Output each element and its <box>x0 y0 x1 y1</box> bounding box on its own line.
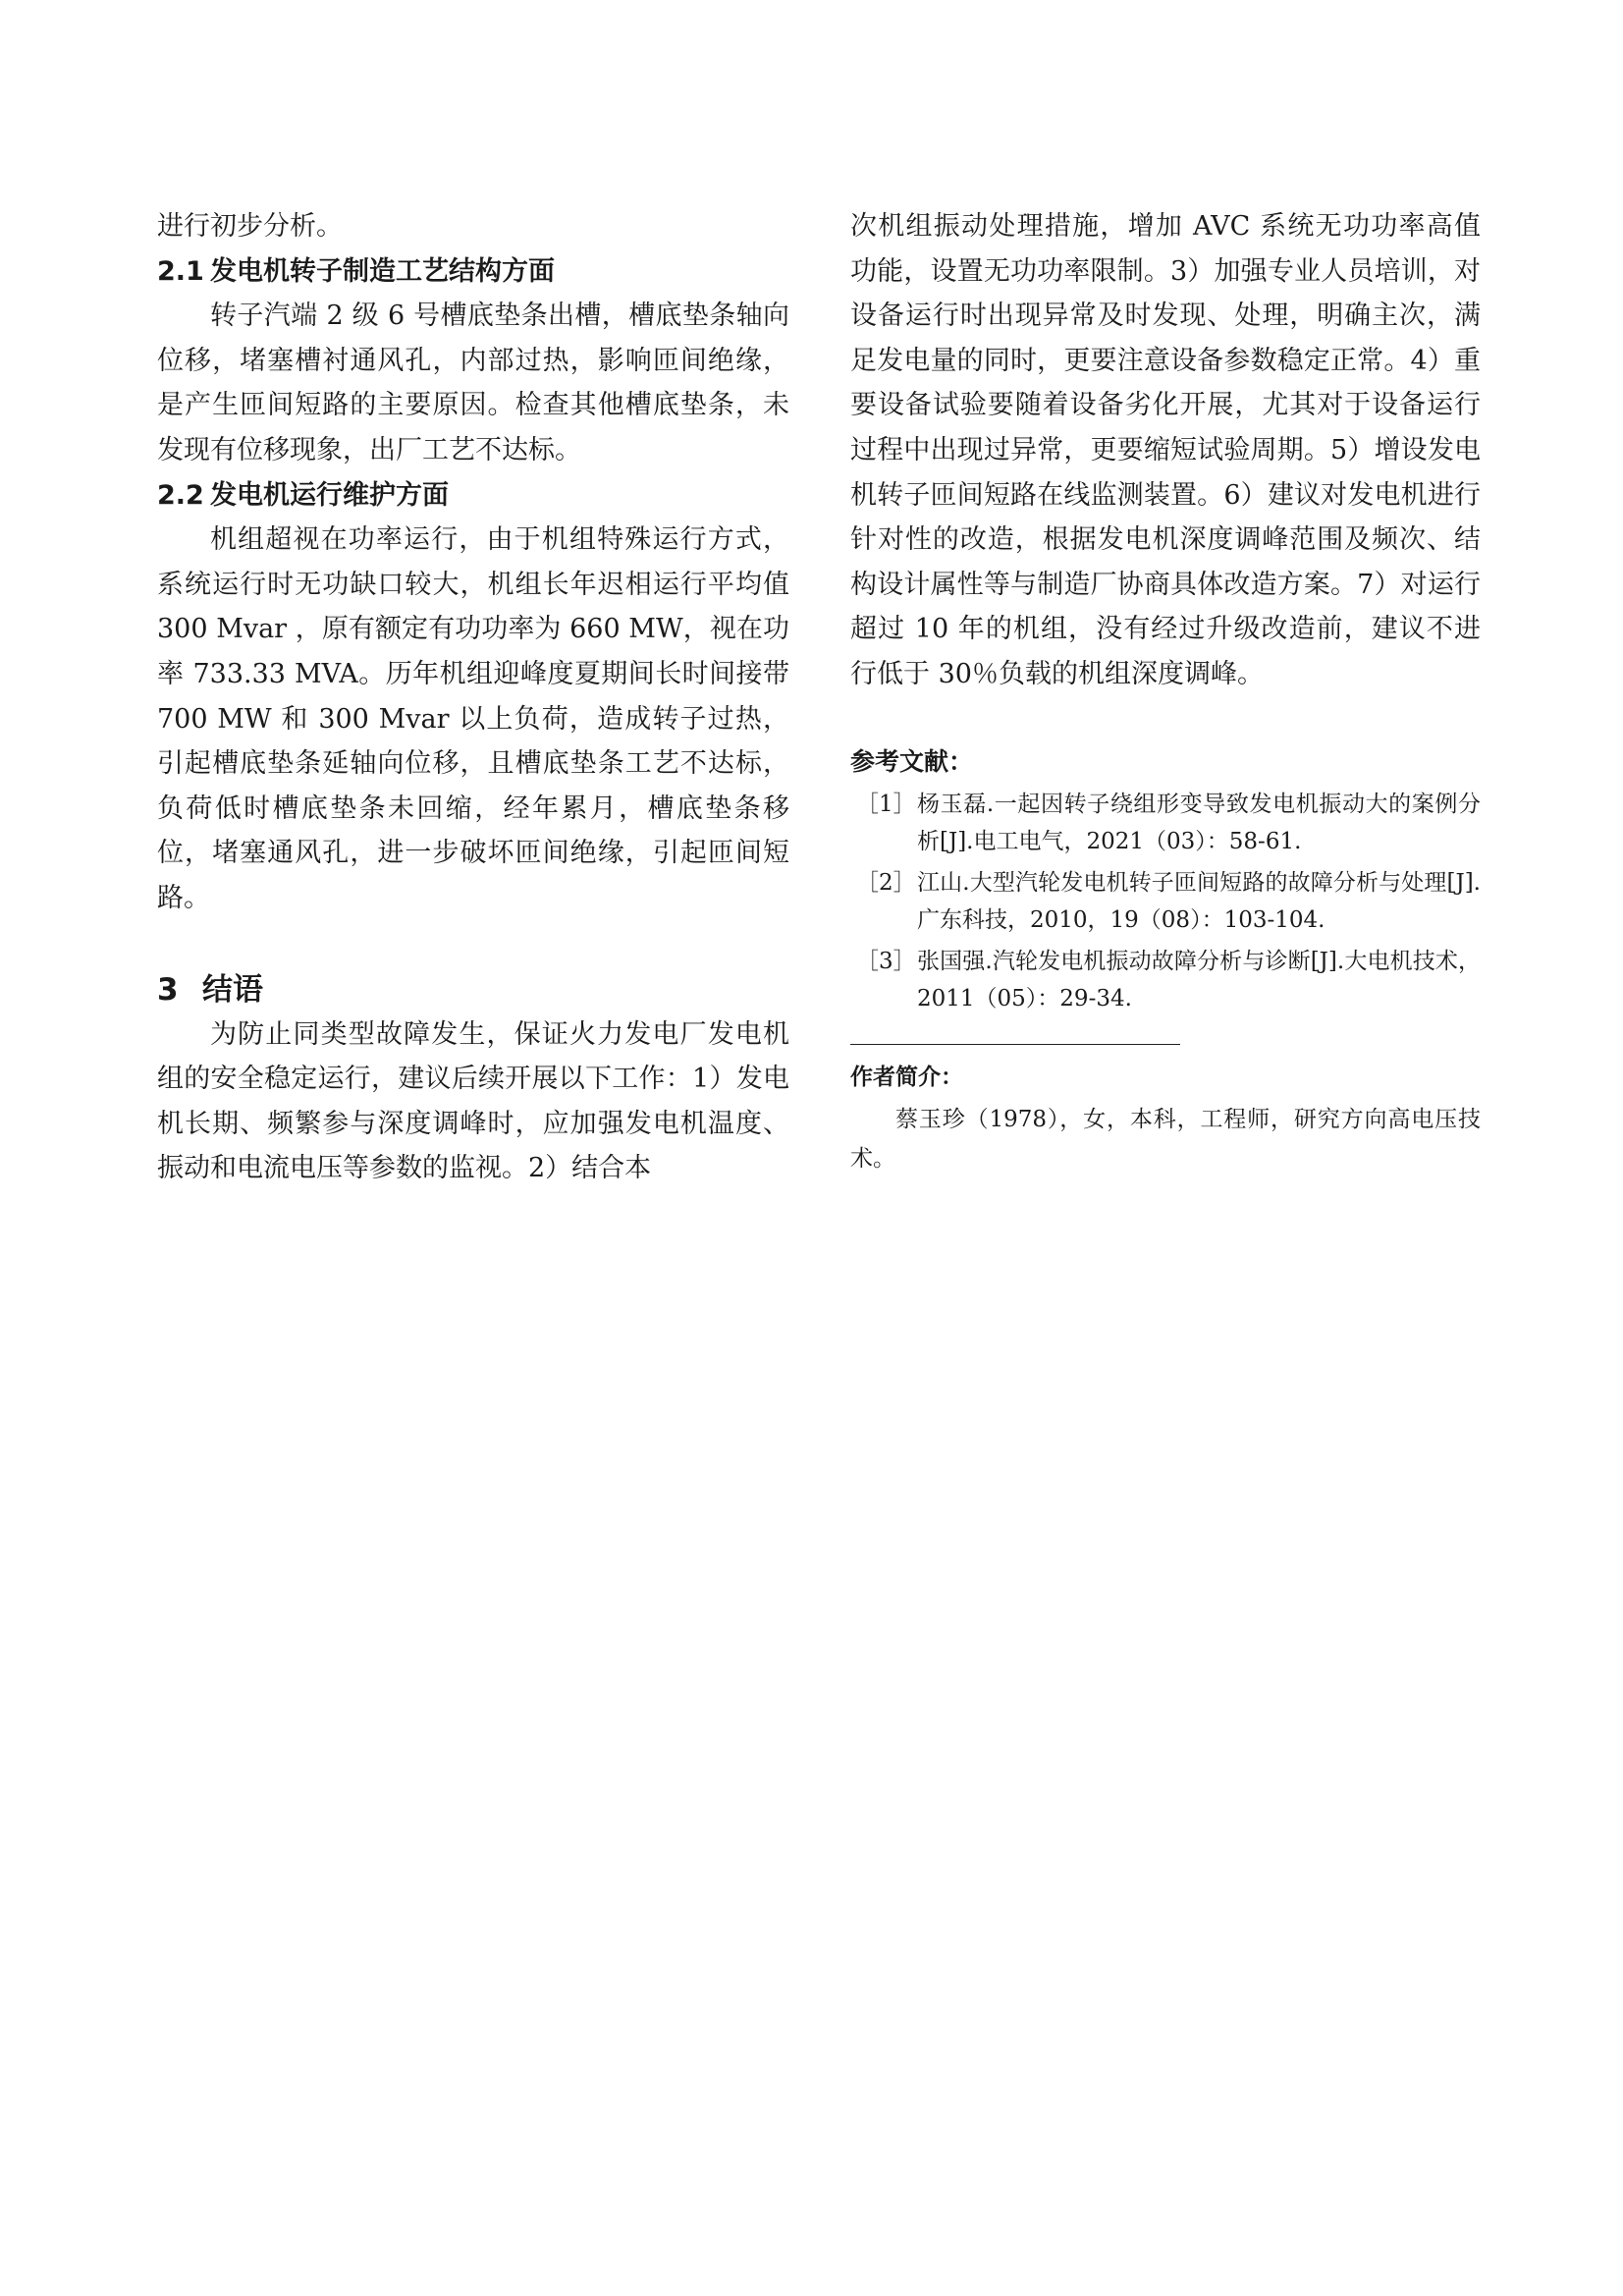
reference-text: 江山.大型汽轮发电机转子匝间短路的故障分析与处理[J].广东科技，2010，19（08）：103-104. <box>917 869 1481 934</box>
reference-text: 张国强.汽轮发电机振动故障分析与诊断[J].大电机技术，2011（05）：29-34. <box>917 948 1481 1012</box>
reference-text: 杨玉磊.一起因转子绕组形变导致发电机振动大的案例分析[J].电工电气，2021（03）：58-61. <box>917 791 1481 855</box>
reference-item <box>850 943 1481 1018</box>
author-bio-heading: 作者简介： <box>850 1064 963 1090</box>
references-heading: 参考文献： <box>850 746 974 776</box>
reference-number: ［1］ <box>856 791 916 817</box>
section-2-2-heading <box>157 473 789 519</box>
section-number: 2.2 <box>157 479 204 511</box>
conclusion-continued-paragraph: 次机组振动处理措施，增加 AVC 系统无功功率高值功能，设置无功功率限制。3）加强专业人员培训，对设备运行时出现异常及时发现、处理，明确主次，满足发电量的同时，更要注意设备参数稳定正常。4）重要设备试验要随着设备劣化开展，尤其对于设备运行过程中出现过异常，更要缩短试验周期。5）增设发电机转子匝间短路在线监测装置。6）建议对发电机进行针对性的改造，根据发电机深度调峰范围及频次、结构设计属性等与制造厂协商具体改造方案。7）对运行超过 10 年的机组，没有经过升级改造前，建议不进行低于 30％负载的机组深度调峰。 <box>850 211 1481 689</box>
section-number: 2.1 <box>157 255 204 287</box>
section-title: 发电机运行维护方面 <box>210 479 449 511</box>
footnote-divider <box>850 1044 1180 1045</box>
reference-number: ［3］ <box>856 948 916 974</box>
reference-number: ［2］ <box>856 869 916 896</box>
reference-item <box>850 786 1481 861</box>
section-title: 结语 <box>202 971 263 1008</box>
intro-text: 进行初步分析。 <box>157 211 343 242</box>
left-column <box>157 204 789 1191</box>
right-column <box>850 204 1481 1178</box>
author-bio-text: 蔡玉珍（1978），女，本科，工程师，研究方向高电压技术。 <box>850 1106 1481 1172</box>
section-3-paragraph: 为防止同类型故障发生，保证火力发电厂发电机组的安全稳定运行，建议后续开展以下工作：1）发电机长期、频繁参与深度调峰时，应加强发电机温度、振动和电流电压等参数的监视。2）结合本 <box>157 1018 789 1184</box>
section-3-heading <box>157 968 789 1012</box>
section-title: 发电机转子制造工艺结构方面 <box>210 255 555 287</box>
section-2-1-paragraph: 转子汽端 2 级 6 号槽底垫条出槽，槽底垫条轴向位移，堵塞槽衬通风孔，内部过热，影响匝间绝缘，是产生匝间短路的主要原因。检查其他槽底垫条，未发现有位移现象，出厂工艺不达标。 <box>157 301 789 465</box>
section-2-2-paragraph: 机组超视在功率运行，由于机组特殊运行方式，系统运行时无功缺口较大，机组长年迟相运行平均值 300 Mvar ，原有额定有功功率为 660 MW，视在功率 733.33 MVA。历年机组迎峰度夏期间长时间接带 700 MW 和 300 Mvar 以上负荷，造成转子过热，引起槽底垫条延轴向位移，且槽底垫条工艺不达标，负荷低时槽底垫条未回缩，经年累月，槽底垫条移位，堵塞通风孔，进一步破坏匝间绝缘，引起匝间短路。 <box>157 524 789 913</box>
reference-item <box>850 864 1481 940</box>
section-2-1-heading <box>157 249 789 295</box>
section-number: 3 <box>157 971 179 1008</box>
